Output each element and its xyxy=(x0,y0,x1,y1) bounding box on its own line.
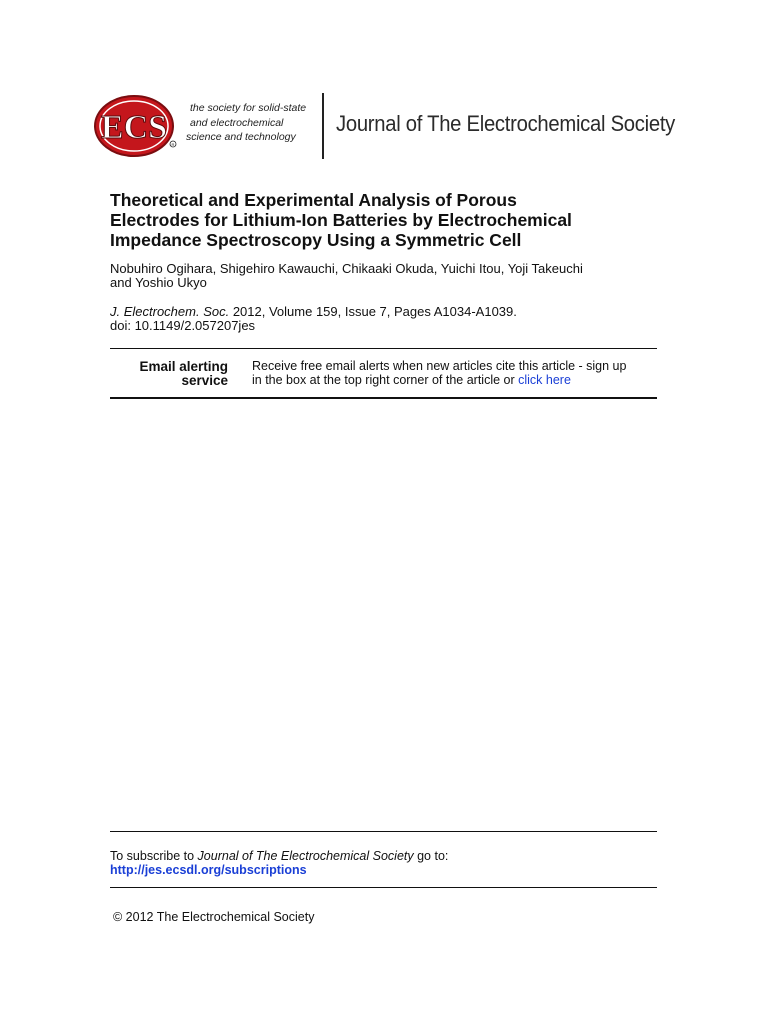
tagline-line-2: and electrochemical xyxy=(190,116,284,129)
tagline-line-1: the society for solid-state xyxy=(190,102,307,114)
email-alert-text xyxy=(252,360,662,387)
divider-subscribe-top xyxy=(110,831,657,832)
email-alert-line-1: Receive free email alerts when new articles cite this article - sign up xyxy=(252,359,627,373)
tagline-line-3: science and technology xyxy=(186,131,296,143)
subscribe-suffix: go to: xyxy=(413,849,449,863)
copyright: © 2012 The Electrochemical Society xyxy=(113,910,315,924)
subscribe-journal: Journal of The Electrochemical Society xyxy=(197,849,414,863)
authors-line-2: and Yoshio Ukyo xyxy=(110,275,207,290)
journal-title: Journal of The Electrochemical Society xyxy=(336,111,676,136)
subscribe-section xyxy=(110,850,670,877)
title-line-2: Electrodes for Lithium-Ion Batteries by Electrochemical xyxy=(110,210,572,230)
article-title xyxy=(110,190,670,250)
citation-details: 2012, Volume 159, Issue 7, Pages A1034-A1039. xyxy=(229,304,517,319)
logo-text: ECS xyxy=(100,109,168,146)
divider-subscribe-bottom xyxy=(110,887,657,888)
authors xyxy=(110,262,670,290)
citation-doi: doi: 10.1149/2.057207jes xyxy=(110,318,256,333)
title-line-1: Theoretical and Experimental Analysis of Porous xyxy=(110,190,517,210)
title-line-3: Impedance Spectroscopy Using a Symmetric Cell xyxy=(110,230,522,250)
subscriptions-link[interactable]: http://jes.ecsdl.org/subscriptions xyxy=(110,862,307,877)
header-divider xyxy=(322,93,324,159)
ecs-logo-icon xyxy=(94,94,180,158)
email-alert-label xyxy=(110,360,228,388)
email-alert-label-line-1: Email alerting xyxy=(139,359,228,374)
email-alert-line-2-text: in the box at the top right corner of the article or xyxy=(252,372,519,387)
divider-top xyxy=(110,348,657,349)
email-alert-label-line-2: service xyxy=(181,373,228,388)
email-alert-line-2 xyxy=(252,374,662,388)
svg-text:R: R xyxy=(171,142,175,147)
click-here-link[interactable]: click here xyxy=(518,372,571,387)
subscribe-line xyxy=(110,850,670,864)
citation-journal: J. Electrochem. Soc. xyxy=(110,304,230,319)
subscribe-prefix: To subscribe to xyxy=(110,849,198,863)
authors-line-1: Nobuhiro Ogihara, Shigehiro Kawauchi, Chikaaki Okuda, Yuichi Itou, Yoji Takeuchi xyxy=(110,261,583,276)
citation-line xyxy=(110,305,670,319)
divider-alert-bottom xyxy=(110,397,657,399)
society-tagline xyxy=(186,101,320,145)
citation xyxy=(110,305,670,333)
ecs-logo xyxy=(94,94,180,158)
